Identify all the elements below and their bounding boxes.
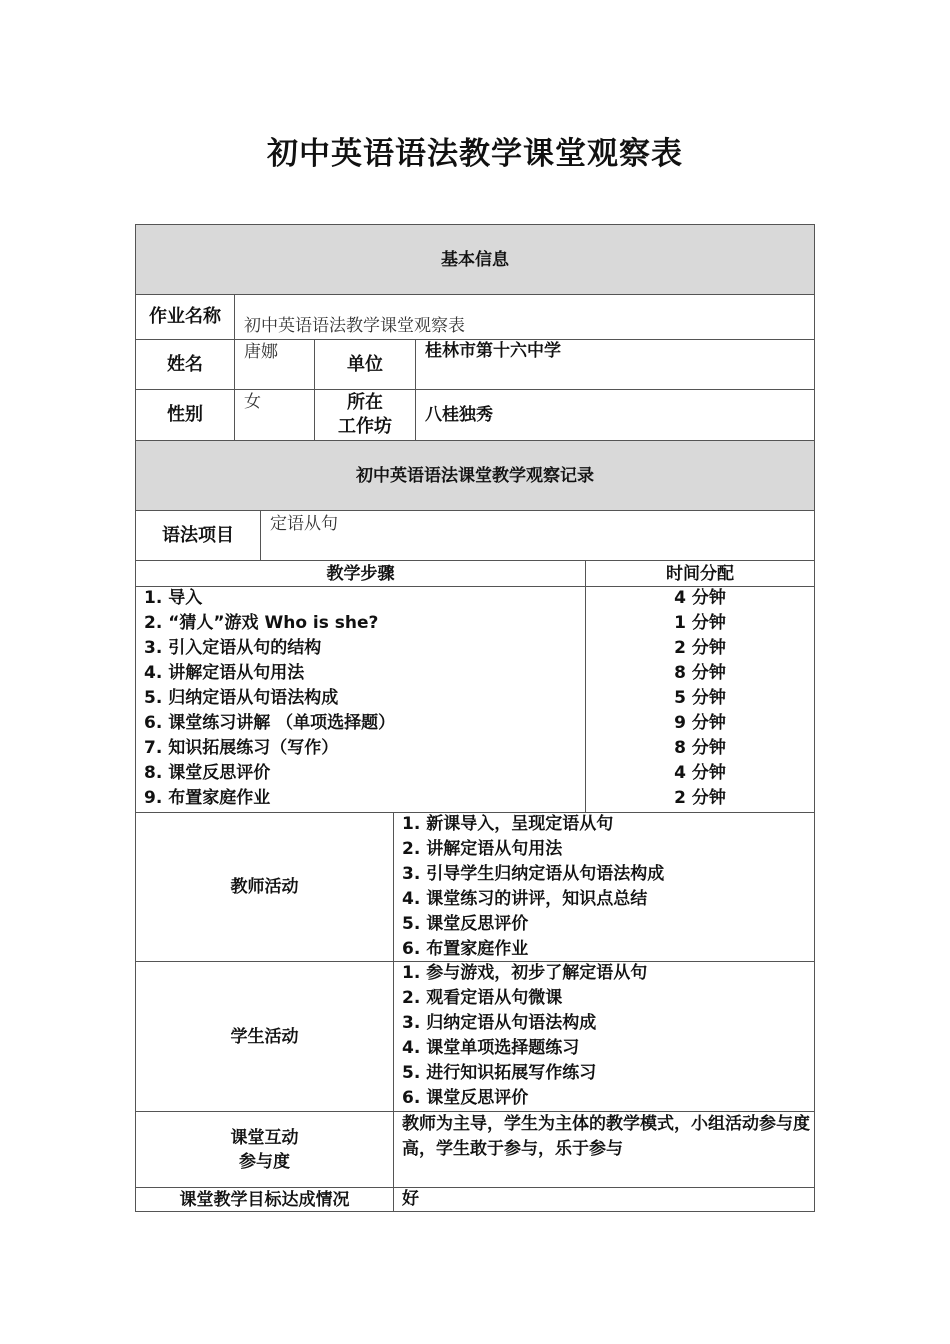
interaction-value: 教师为主导，学生为主体的教学模式，小组活动参与度高，学生敢于参与，乐于参与 xyxy=(402,1114,810,1159)
workshop-label-line2: 工作坊 xyxy=(338,416,392,437)
list-item: 6. 课堂反思评价 xyxy=(402,1088,529,1108)
student-activity-list xyxy=(402,961,812,1111)
list-item: 5. 课堂反思评价 xyxy=(402,914,529,934)
page-title: 初中英语语法教学课堂观察表 xyxy=(267,136,683,172)
list-item: 4. 课堂练习的讲评，知识点总结 xyxy=(402,889,648,909)
name-value: 唐娜 xyxy=(244,342,278,362)
list-item: 3. 引导学生归纳定语从句语法构成 xyxy=(402,864,665,884)
list-item: 8 分钟 xyxy=(674,663,726,683)
goal-label: 课堂教学目标达成情况 xyxy=(179,1190,350,1210)
list-item: 8 分钟 xyxy=(674,738,726,758)
basic-info-heading: 基本信息 xyxy=(441,249,509,270)
task-value: 初中英语语法教学课堂观察表 xyxy=(244,316,465,336)
times-list xyxy=(586,586,814,811)
list-item: 2. 讲解定语从句用法 xyxy=(402,839,563,859)
observation-table xyxy=(135,224,815,1212)
list-item: 1. 参与游戏，初步了解定语从句 xyxy=(402,963,648,983)
interaction-label-line2: 参与度 xyxy=(239,1151,290,1172)
workshop-label xyxy=(315,390,415,440)
list-item: 1. 导入 xyxy=(144,588,203,608)
workshop-label-line1: 所在 xyxy=(347,392,383,413)
list-item: 1 分钟 xyxy=(674,613,726,633)
list-item: 2. 观看定语从句微课 xyxy=(402,988,563,1008)
list-item: 9 分钟 xyxy=(674,713,726,733)
list-item: 3. 引入定语从句的结构 xyxy=(144,638,322,658)
grammar-value: 定语从句 xyxy=(270,514,338,534)
list-item: 4 分钟 xyxy=(674,588,726,608)
list-item: 2 分钟 xyxy=(674,788,726,808)
gender-label: 性别 xyxy=(167,404,203,425)
time-header: 时间分配 xyxy=(666,563,734,584)
steps-list xyxy=(144,586,584,811)
list-item: 9. 布置家庭作业 xyxy=(144,788,271,808)
grammar-label: 语法项目 xyxy=(162,524,234,546)
list-item: 5. 归纳定语从句语法构成 xyxy=(144,688,339,708)
teacher-activity-label: 教师活动 xyxy=(230,877,299,897)
list-item: 5 分钟 xyxy=(674,688,726,708)
name-label: 姓名 xyxy=(167,353,203,375)
steps-header: 教学步骤 xyxy=(326,563,395,584)
list-item: 8. 课堂反思评价 xyxy=(144,763,271,783)
list-item: 6. 课堂练习讲解 （单项选择题） xyxy=(144,713,396,733)
interaction-label xyxy=(136,1112,393,1187)
record-heading: 初中英语语法课堂教学观察记录 xyxy=(356,465,594,486)
goal-value: 好 xyxy=(402,1189,419,1209)
list-item: 4. 课堂单项选择题练习 xyxy=(402,1038,580,1058)
student-activity-label: 学生活动 xyxy=(230,1026,299,1047)
list-item: 4 分钟 xyxy=(674,763,726,783)
unit-label: 单位 xyxy=(347,353,383,375)
gender-value: 女 xyxy=(244,392,261,412)
task-label: 作业名称 xyxy=(149,306,221,327)
list-item: 2 分钟 xyxy=(674,638,726,658)
list-item: 3. 归纳定语从句语法构成 xyxy=(402,1013,597,1033)
list-item: 7. 知识拓展练习（写作） xyxy=(144,738,339,758)
list-item: 1. 新课导入，呈现定语从句 xyxy=(402,814,614,834)
list-item: 2. “猜人”游戏 Who is she? xyxy=(144,613,379,633)
list-item: 6. 布置家庭作业 xyxy=(402,939,529,959)
interaction-label-line1: 课堂互动 xyxy=(230,1127,299,1148)
list-item: 5. 进行知识拓展写作练习 xyxy=(402,1063,597,1083)
teacher-activity-list xyxy=(402,812,812,962)
workshop-value: 八桂独秀 xyxy=(425,405,493,425)
unit-value: 桂林市第十六中学 xyxy=(425,341,561,361)
list-item: 4. 讲解定语从句用法 xyxy=(144,663,305,683)
